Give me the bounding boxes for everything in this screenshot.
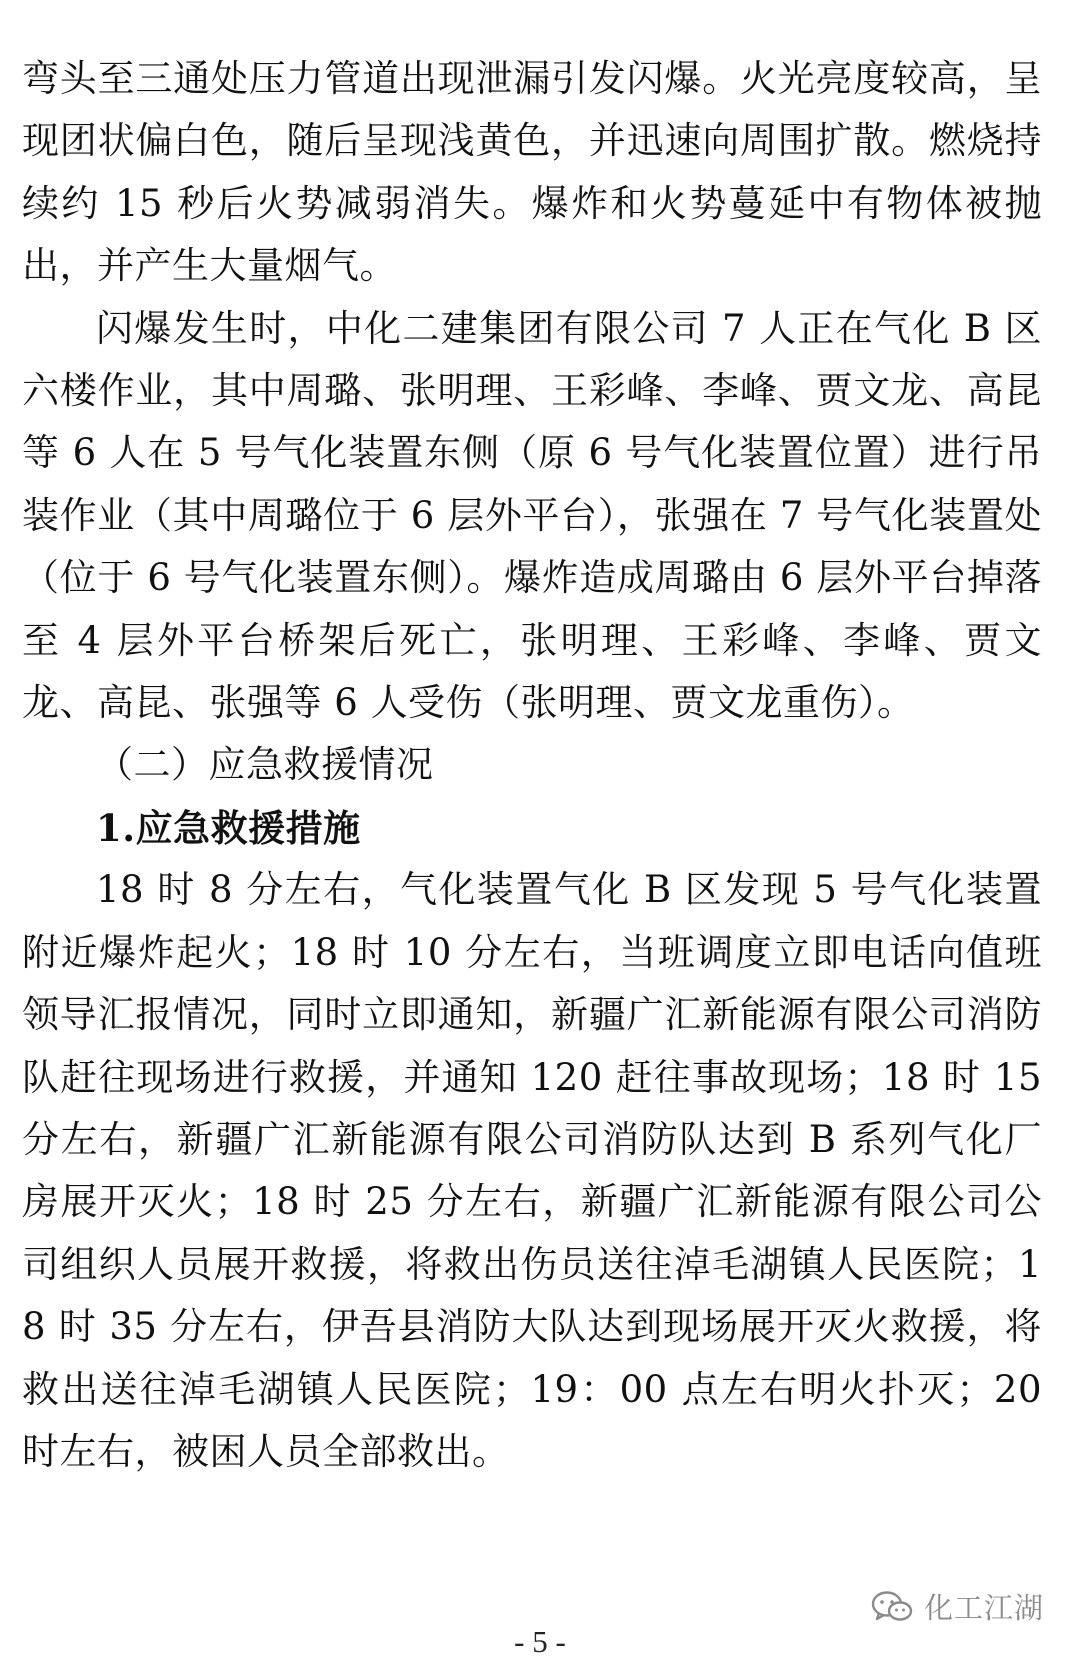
paragraph-1: 弯头至三通处压力管道出现泄漏引发闪爆。火光亮度较高，呈现团状偏白色，随后呈现浅黄色，并迅速向周围扩散。燃烧持续约 15 秒后火势减弱消失。爆炸和火势蔓延中有物体被抛出，并产生大量烟气。: [22, 57, 1042, 288]
paragraph-3: 18 时 8 分左右，气化装置气化 B 区发现 5 号气化装置附近爆炸起火；18 时 10 分左右，当班调度立即电话向值班领导汇报情况，同时立即通知，新疆广汇新能源有限公司消防队赶往现场进行救援，并通知 120 赶往事故现场；18 时 15 分左右，新疆广汇新能源有限公司消防队达到 B 系列气化厂房展开灭火；18 时 25 分左右，新疆广汇新能源有限公司公司组织人员展开救援，将救出伤员送往淖毛湖镇人民医院；18 时 35 分左右，伊吾县消防大队达到现场展开灭火救援，将救出送往淖毛湖镇人民医院；19：00 点左右明火扑灭；20 时左右，被困人员全部救出。: [22, 868, 1042, 1473]
section-heading: （二）应急救援情况: [96, 743, 434, 787]
subsection-heading: 1.应急救援措施: [96, 805, 361, 850]
wechat-icon: [870, 1589, 914, 1625]
watermark: [870, 1586, 1044, 1627]
document-body: [22, 48, 1042, 1483]
paragraph-2: 闪爆发生时，中化二建集团有限公司 7 人正在气化 B 区六楼作业，其中周璐、张明理、王彩峰、李峰、贾文龙、高昆等 6 人在 5 号气化装置东侧（原 6 号气化装置位置）进行吊装作业（其中周璐位于 6 层外平台），张强在 7 号气化装置处（位于 6 号气化装置东侧）。爆炸造成周璐由 6 层外平台掉落至 4 层外平台桥架后死亡，张明理、王彩峰、李峰、贾文龙、高昆、张强等 6 人受伤（张明理、贾文龙重伤）。: [22, 306, 1042, 725]
watermark-text: 化工江湖: [923, 1591, 1044, 1625]
page-number: - 5 -: [514, 1624, 566, 1659]
